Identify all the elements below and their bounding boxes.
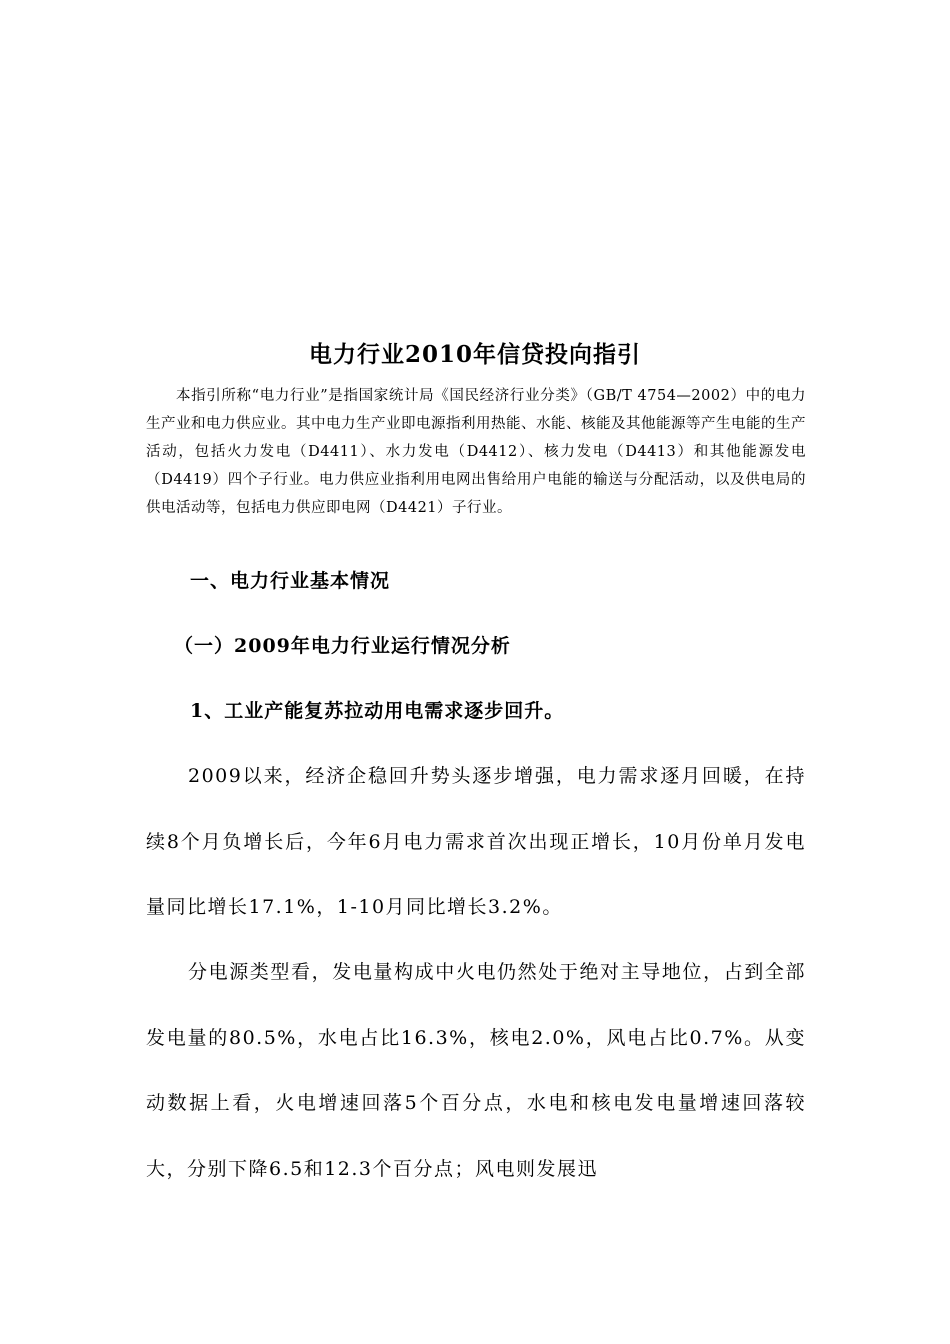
body-paragraph: 2009以来，经济企稳回升势头逐步增强，电力需求逐月回暖，在持续8个月负增长后，今年6月电力需求首次出现正增长，10月份单月发电量同比增长17.1%，1-10月同比增长3.2%。 [146, 765, 806, 918]
section-heading: 一、电力行业基本情况 [190, 570, 391, 592]
item-heading: 1、工业产能复苏拉动用电需求逐步回升。 [190, 700, 565, 722]
document-title: 电力行业2010年信贷投向指引 [308, 341, 641, 368]
body-paragraph: 分电源类型看，发电量构成中火电仍然处于绝对主导地位，占到全部发电量的80.5%，水电占比16.3%，核电2.0%，风电占比0.7%。从变动数据上看，火电增速回落5个百分点，水电和核电发电量增速回落较大，分别下降6.5和12.3个百分点；风电则发展迅 [146, 961, 806, 1180]
intro-paragraph: 本指引所称“电力行业”是指国家统计局《国民经济行业分类》（GB/T 4754—2002）中的电力生产业和电力供应业。其中电力生产业即电源指利用热能、水能、核能及其他能源等产生电能的生产活动，包括火力发电（D4411）、水力发电（D4412）、核力发电（D4413）和其他能源发电（D4419）四个子行业。电力供应业指利用电网出售给用户电能的输送与分配活动，以及供电局的供电活动等，包括电力供应即电网（D4421）子行业。 [146, 388, 806, 516]
subsection-heading: （一）2009年电力行业运行情况分析 [174, 635, 511, 657]
